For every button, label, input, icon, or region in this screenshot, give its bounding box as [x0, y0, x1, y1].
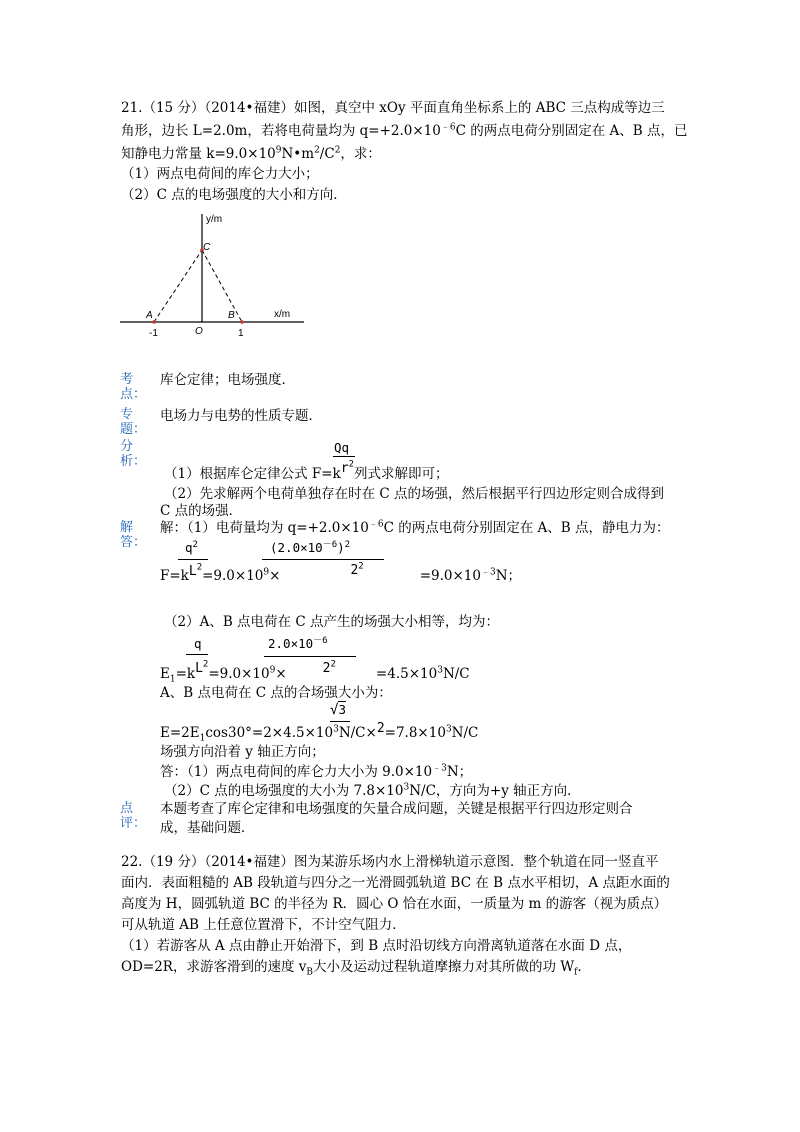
- fenxi-line-3: C 点的场强．: [160, 503, 243, 519]
- q21-sub-2: （2）C 点的电场强度的大小和方向．: [121, 187, 347, 203]
- point-a-label: A: [146, 310, 153, 321]
- e1-left-bar: [186, 654, 208, 655]
- answer-line-1: 答：（1）两点电荷间的库仑力大小为 $9.0\times 10^{﹣3}N$；: [160, 763, 473, 780]
- f-right-bar: [262, 559, 384, 560]
- e1-left-numerator: q: [194, 636, 202, 651]
- segment-cb: [202, 250, 242, 322]
- q22-line-6: OD=2R，求游客滑到的速度 $v_B$大小及运动过程轨道摩擦力对其所做的功 $W_f$．: [121, 959, 592, 978]
- charge-b-dot: [240, 320, 244, 324]
- dianping-line-2: 成，基础问题．: [160, 820, 255, 836]
- e1-right-bar: [264, 656, 356, 657]
- kaodian-label-a: 考: [120, 372, 134, 387]
- q22-line-2: 面内．表面粗糙的 AB 段轨道与四分之一光滑圆弧轨道 BC 在 B 点水平相切，A 点距水面的: [121, 875, 670, 891]
- e-sqrt-bar: [330, 721, 350, 722]
- zhuanti-label-a: 专: [120, 407, 134, 422]
- point-c-label: C: [203, 242, 211, 253]
- fenxi-label-b: 析：: [120, 454, 147, 469]
- q22-line-3: 高度为 H，圆弧轨道 BC 的半径为 R．圆心 O 恰在水面，一质量为 m 的游客（视为质点）: [121, 896, 668, 912]
- q21-line-1: 21.（15 分）（2014•福建）如图，真空中 xOy 平面直角坐标系上的 ABC 三点构成等边三: [121, 100, 665, 116]
- fenxi-label-a: 分: [120, 439, 134, 454]
- q21-sub-1: （1）两点电荷间的库仑力大小；: [121, 166, 319, 182]
- jie-line-2: （2）A、B 点电荷在 C 点产生的场强大小相等，均为：: [164, 614, 499, 630]
- zhuanti-text: 电场力与电势的性质专题．: [160, 408, 322, 424]
- q22-line-1: 22.（19 分）（2014•福建）图为某游乐场内水上滑梯轨道示意图．整个轨道在同一竖直平: [121, 854, 659, 870]
- y-axis-label: y/m: [206, 214, 223, 225]
- e-formula-line: $E=2E_1\cos 30^\circ=2\times 4.5\times 10^3N/C\times 2=7.8\times 10^3N/C$: [160, 721, 479, 744]
- x-axis-label: x/m: [274, 309, 291, 320]
- fenxi-line-2: （2）先求解两个电荷单独存在时在 C 点的场强，然后根据平行四边形定则合成得到: [164, 486, 664, 502]
- fenxi-line-1: （1）根据库仑定律公式 $F=kr^2$列式求解即可；: [164, 459, 449, 482]
- tick-neg-label: -1: [149, 328, 158, 339]
- coordinate-figure: [118, 210, 308, 342]
- fenxi-frac-numerator: Qq: [334, 440, 350, 455]
- e1-formula-line: $E_1=kL^2=9.0\times 10^9\times 2^2=4.5\times 10^3N/C$: [160, 659, 470, 685]
- f-formula-line: $F=kL^2=9.0\times 10^9\times 2^2=9.0\times 10^{﹣3}N$；: [160, 561, 522, 584]
- tick-pos-label: 1: [238, 328, 244, 339]
- fenxi-frac-bar: [333, 456, 355, 457]
- zhuanti-label-b: 题：: [120, 422, 147, 437]
- q22-line-4: 可从轨道 AB 上任意位置滑下，不计空气阻力．: [121, 917, 406, 933]
- f-right-numerator: $(2.0\times 10^{-6})^2$: [270, 539, 351, 555]
- jieda-label-a: 解: [120, 520, 134, 535]
- dianping-label-a: 点: [120, 801, 134, 816]
- f-left-bar: [178, 559, 208, 560]
- e1-right-numerator: $2.0\times 10^{-6}$: [268, 635, 328, 651]
- dianping-line-1: 本题考查了库仑定律和电场强度的矢量合成问题，关键是根据平行四边形定则合: [160, 801, 633, 817]
- e-sqrt-numerator: √3: [330, 702, 346, 718]
- charge-a-dot: [152, 320, 156, 324]
- q22-line-5: （1）若游客从 A 点由静止开始滑下，到 B 点时沿切线方向滑离轨道落在水面 D 点，: [121, 938, 632, 954]
- jie-line-3: A、B 点电荷在 C 点的合场强大小为：: [160, 685, 392, 701]
- q21-line-3: 知静电力常量 $k=9.0\times 10^9N•m^2/C^2$，求：: [121, 145, 381, 162]
- dianping-label-b: 评：: [120, 816, 147, 831]
- f-left-numerator: $q^2$: [185, 539, 198, 555]
- answer-line-2: （2）C 点的电场强度的大小为 $7.8\times 10^3N/C$，方向为+y 轴正方向．: [164, 782, 581, 799]
- jieda-label-b: 答：: [120, 535, 147, 550]
- jie-line-1: 解：（1）电荷量均为 $q=+2.0\times 10^{﹣6}C$ 的两点电荷分别固定在 A、B 点，静电力为：: [160, 519, 670, 536]
- origin-label: O: [195, 326, 203, 337]
- jie-line-4: 场强方向沿着 y 轴正方向；: [160, 744, 325, 760]
- segment-ac: [154, 250, 202, 322]
- q21-line-2: 角形，边长 L=2.0m，若将电荷量均为 $q=+2.0\times 10^{﹣6}C$ 的两点电荷分别固定在 A、B 点，已: [121, 122, 688, 139]
- kaodian-label-b: 点：: [120, 387, 147, 402]
- point-b-label: B: [228, 310, 235, 321]
- kaodian-text: 库仑定律；电场强度．: [160, 372, 295, 388]
